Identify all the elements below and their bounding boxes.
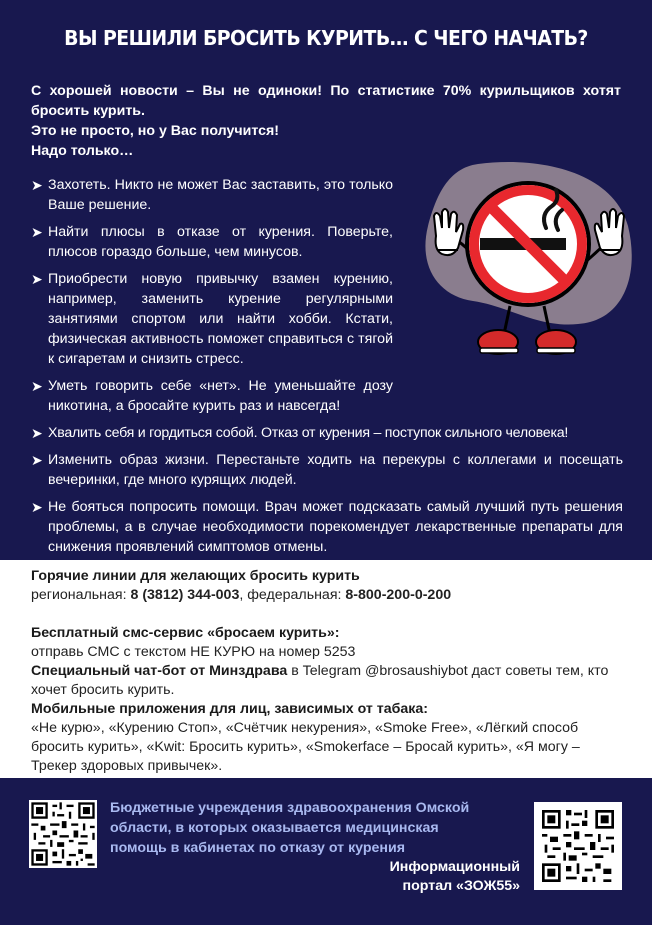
tip-item: ➤ Хвалить себя и гордиться собой. Отказ от курения – поступок сильного человека! <box>31 425 569 441</box>
sms-text: отправь СМС с текстом НЕ КУРЮ на номер 5253 <box>31 644 356 660</box>
regional-phone[interactable]: 8 (3812) 344-003 <box>130 587 240 603</box>
tip-item: ➤ Уметь говорить себе «нет». Не уменьшайте дозу никотина, а бросайте курить раз и навсегда! <box>31 378 393 414</box>
page-title: ВЫ РЕШИЛИ БРОСИТЬ КУРИТЬ… С ЧЕГО НАЧАТЬ? <box>64 26 588 50</box>
hotlines-numbers: региональная: 8 (3812) 344-003, федеральная: 8-800-200-0-200 <box>31 587 452 603</box>
qr-code-left[interactable] <box>29 800 97 868</box>
federal-phone[interactable]: 8-800-200-0-200 <box>345 587 452 603</box>
qr-code-right[interactable] <box>534 802 622 890</box>
chevron-right-icon: ➤ <box>31 224 43 240</box>
chevron-right-icon: ➤ <box>31 177 43 193</box>
tip-item: ➤ Приобрести новую привычку взамен курению, например, заменить курение регулярными занятиями спортом или найти хобби. Кстати, физическая активность поможет справиться с тягой к сигаретам и снизить стресс. <box>31 271 393 367</box>
no-smoking-mascot-illustration <box>418 156 638 366</box>
tip-item: ➤ Захотеть. Никто не может Вас заставить, это только Ваше решение. <box>31 177 393 213</box>
chatbot-text: Специальный чат-бот от Минздрава в Telegram @brosaushiybot даст советы тем, кто хочет бросить курить. <box>31 663 609 698</box>
hotlines-heading: Горячие линии для желающих бросить курить <box>31 568 360 584</box>
chevron-right-icon: ➤ <box>31 271 43 287</box>
chevron-right-icon: ➤ <box>31 452 43 468</box>
intro-line: С хорошей новости – Вы не одиноки! По статистике 70% курильщиков хотят бросить курить. <box>31 83 621 119</box>
intro-text <box>31 81 621 161</box>
intro-line: Это не просто, но у Вас получится! <box>31 123 279 139</box>
apps-heading: Мобильные приложения для лиц, зависимых от табака: <box>31 701 428 717</box>
intro-line: Надо только… <box>31 143 134 159</box>
tip-item: ➤ Найти плюсы в отказе от курения. Поверьте, плюсов гораздо больше, чем минусов. <box>31 224 393 260</box>
portal-label: Информационный портал «ЗОЖ55» <box>389 859 520 894</box>
chevron-right-icon: ➤ <box>31 499 43 515</box>
institutions-link[interactable]: Бюджетные учреждения здравоохранения Омской области, в которых оказывается медицинская помощь в кабинетах по отказу от курения <box>110 800 470 856</box>
chevron-right-icon: ➤ <box>31 378 43 394</box>
apps-list: «Не курю», «Курению Стоп», «Счётчик некурения», «Smoke Free», «Лёгкий способ бросить курить», «Kwit: Бросить курить», «Smokerface – Бросай курить», «Я могу – Трекер здоровых привычек». <box>31 720 580 774</box>
chevron-right-icon: ➤ <box>31 425 43 441</box>
sms-heading: Бесплатный смс-сервис «бросаем курить»: <box>31 625 340 641</box>
tip-item: ➤ Изменить образ жизни. Перестаньте ходить на перекуры с коллегами и посещать вечеринки, где много курящих людей. <box>31 452 623 488</box>
tip-item: ➤ Не бояться попросить помощи. Врач может подсказать самый лучший путь решения проблемы, а в случае необходимости порекомендует лекарственные препараты для снижения проявлений симптомов отмены. <box>31 499 623 555</box>
info-section <box>31 567 623 776</box>
